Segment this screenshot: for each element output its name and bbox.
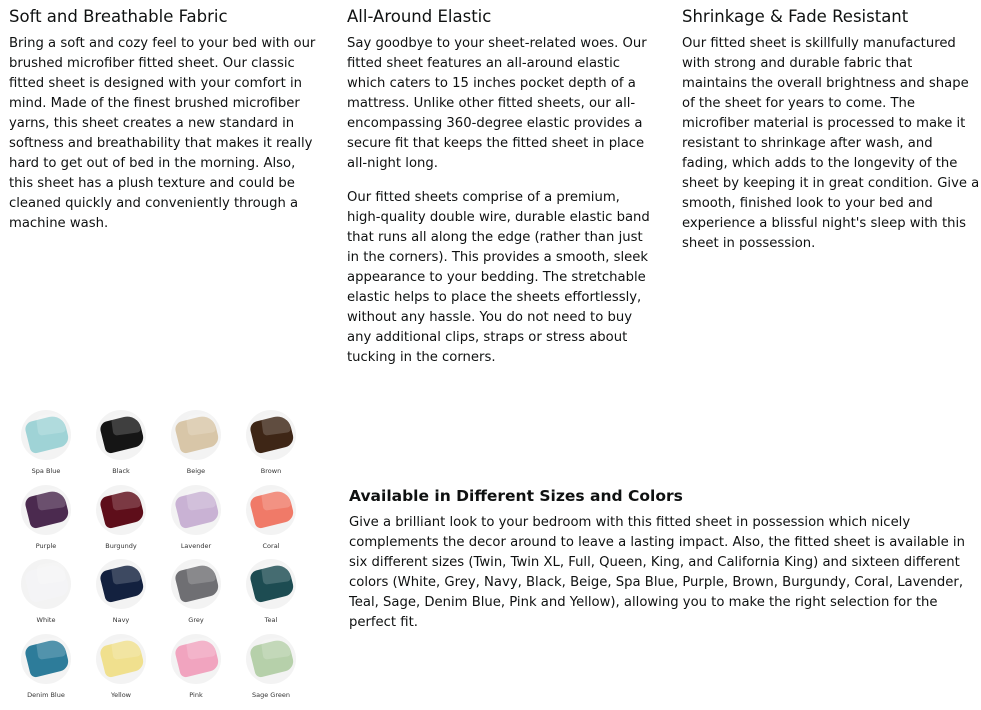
color-swatch — [238, 634, 304, 706]
swatch-fabric-image — [171, 559, 221, 609]
swatch-fabric-image — [246, 559, 296, 609]
fabric-feature-column — [9, 6, 319, 248]
color-swatch — [13, 485, 79, 557]
swatch-label: Coral — [262, 541, 280, 550]
swatch-fabric-image — [171, 410, 221, 460]
swatch-fabric-image — [246, 634, 296, 684]
swatch-fabric-image — [21, 485, 71, 535]
color-swatch-grid — [13, 410, 313, 710]
elastic-feature-title: All-Around Elastic — [347, 7, 492, 26]
color-swatch — [163, 559, 229, 631]
sizes-colors-section — [349, 485, 981, 633]
swatch-label: Beige — [186, 467, 206, 475]
swatch-fabric-image — [96, 485, 146, 535]
sizes-colors-text: Give a brilliant look to your bedroom with this fitted sheet in possession which nicely complements the decor around to leave a lasting impact. Also, the fitted sheet is available in six different sizes (Twin, Twin XL, Full, Queen, King, and California King) and sixteen different colors (White, Grey, Navy, Black, Beige, Spa Blue, Purple, Brown, Burgundy, Coral, Lavender, Teal, Sage, Denim Blue, Pink and Yellow), allowing you to make the right selection for the perfect fit. — [349, 515, 965, 630]
swatch-label: Pink — [189, 690, 203, 699]
color-swatch — [238, 410, 304, 482]
swatch-fabric-image — [21, 559, 71, 609]
elastic-feature-text-2: Our fitted sheets comprise of a premium, high-quality double wire, durable elastic band that runs all along the edge (rather than just in the corners). This provides a smooth, sleek appearance to your bedding. The stretchable elastic helps to place the sheets effortlessly, without any hassle. You do not need to buy any additional clips, straps or stress about tucking in the corners. — [347, 190, 650, 365]
color-swatch — [163, 634, 229, 706]
color-swatch — [163, 410, 229, 482]
swatch-label: Lavender — [180, 541, 212, 550]
swatch-label: Navy — [112, 616, 130, 624]
swatch-fabric-image — [96, 410, 146, 460]
swatch-fabric-image — [96, 634, 146, 684]
color-swatch — [13, 634, 79, 706]
color-swatch — [13, 559, 79, 631]
swatch-fabric-image — [171, 634, 221, 684]
swatch-label: Burgundy — [105, 541, 137, 550]
elastic-feature-text-1: Say goodbye to your sheet-related woes. Our fitted sheet features an all-around elastic which caters to 15 inches pocket depth of a mattress. Unlike other fitted sheets, our all-encompassing 360-degree elastic provides a secure fit that keeps the fitted sheet in place all-night long. — [347, 36, 647, 171]
color-swatch — [238, 559, 304, 631]
swatch-label: White — [36, 616, 56, 624]
color-swatch — [88, 410, 154, 482]
color-swatch — [88, 634, 154, 706]
sizes-colors-title: Available in Different Sizes and Colors — [349, 487, 683, 505]
fade-resistant-feature-column — [682, 6, 981, 268]
color-swatch — [238, 485, 304, 557]
swatch-label: Grey — [188, 616, 204, 624]
swatch-fabric-image — [96, 559, 146, 609]
swatch-label: Black — [112, 467, 130, 475]
swatch-label: Brown — [260, 467, 282, 475]
swatch-label: Teal — [264, 616, 278, 624]
color-swatch — [13, 410, 79, 482]
swatch-label: Sage Green — [252, 690, 290, 699]
color-swatch — [88, 485, 154, 557]
color-swatch — [163, 485, 229, 557]
swatch-fabric-image — [171, 485, 221, 535]
fade-resistant-feature-title: Shrinkage & Fade Resistant — [682, 7, 909, 26]
fabric-feature-title: Soft and Breathable Fabric — [9, 7, 228, 26]
fade-resistant-feature-text: Our fitted sheet is skillfully manufactured with strong and durable fabric that maintains the overall brightness and shape of the sheet for years to come. The microfiber material is processed to make it resistant to shrinkage after wash, and fading, which adds to the longevity of the sheet by keeping it in great condition. Give a smooth, finished look to your bed and experience a blissful night's sleep with this sheet in possession. — [682, 36, 980, 251]
swatch-label: Spa Blue — [31, 467, 61, 475]
elastic-feature-column — [347, 6, 657, 382]
swatch-fabric-image — [21, 634, 71, 684]
fabric-feature-text: Bring a soft and cozy feel to your bed with our brushed microfiber fitted sheet. Our classic fitted sheet is designed with your comfort in mind. Made of the finest brushed microfiber yarns, this sheet creates a new standard in softness and breathability that makes it really hard to get out of bed in the morning. Also, this sheet has a plush texture and could be cleaned quickly and conveniently through a machine wash. — [9, 36, 316, 231]
color-swatch — [88, 559, 154, 631]
swatch-fabric-image — [21, 410, 71, 460]
swatch-fabric-image — [246, 485, 296, 535]
swatch-label: Purple — [35, 541, 57, 550]
swatch-label: Denim Blue — [27, 690, 65, 699]
swatch-label: Yellow — [110, 690, 131, 699]
swatch-fabric-image — [246, 410, 296, 460]
